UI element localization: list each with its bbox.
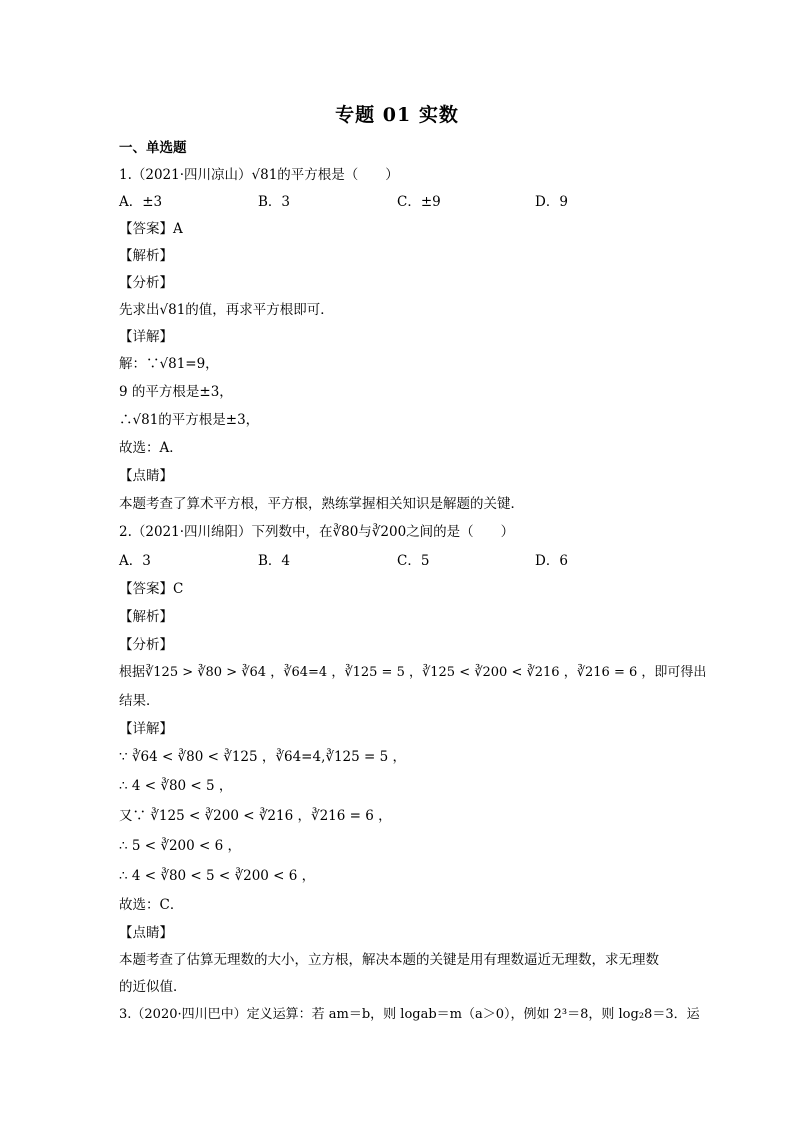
section-heading: 一、单选题: [119, 140, 187, 156]
q2-answer: 【答案】C: [119, 581, 184, 597]
q2-jiexi-label: 【解析】: [119, 609, 173, 625]
q2-step-6: 故选：C．: [119, 897, 184, 913]
q1-answer: 【答案】A: [119, 221, 183, 237]
q2-step-1: ∵ ∛64 < ∛80 < ∛125 ，∛64=4,∛125 = 5 ，: [119, 749, 407, 765]
q2-xiangjie-label: 【详解】: [119, 721, 173, 737]
q1-xiangjie-label: 【详解】: [119, 329, 173, 345]
q2-step-5: ∴ 4 < ∛80 < 5 < ∛200 < 6 ，: [119, 868, 316, 884]
q2-option-d: D．6: [535, 553, 568, 569]
q2-step-3: 又∵ ∛125 < ∛200 < ∛216 ，∛216 = 6 ，: [119, 808, 392, 824]
q1-option-c: C．±9: [397, 194, 441, 210]
q2-comment-line-2: 的近似值．: [119, 979, 187, 995]
q3-stem: 3.（2020·四川巴中）定义运算：若 am＝b，则 logab＝m（a＞0），例如 2³＝8，则 log₂8＝3．运: [119, 1007, 700, 1022]
q2-option-b: B．4: [258, 553, 291, 569]
q2-fenxi-label: 【分析】: [119, 637, 173, 653]
q1-comment: 本题考查了算术平方根，平方根，熟练掌握相关知识是解题的关键．: [119, 496, 524, 512]
q1-option-b: B．3: [258, 194, 291, 210]
q2-comment-line-1: 本题考查了估算无理数的大小，立方根，解决本题的关键是用有理数逼近无理数，求无理数: [119, 952, 659, 968]
q2-step-4: ∴ 5 < ∛200 < 6 ，: [119, 838, 242, 854]
q2-stem: 2.（2021·四川绵阳）下列数中，在∛80与∛200之间的是（ ）: [119, 524, 515, 540]
q2-option-a: A．3: [119, 553, 151, 569]
q1-option-a: A．±3: [119, 194, 163, 210]
q1-dianjing-label: 【点睛】: [119, 468, 173, 484]
q1-jiexi-label: 【解析】: [119, 248, 173, 264]
page-title: 专题 01 实数: [335, 104, 459, 126]
q1-fenxi-label: 【分析】: [119, 275, 173, 291]
q2-dianjing-label: 【点睛】: [119, 925, 173, 941]
q1-step-2: 9 的平方根是±3，: [119, 384, 233, 400]
q2-analysis-line-1: 根据∛125 > ∛80 > ∛64 ，∛64=4 ，∛125 = 5 ，∛125 < ∛200 < ∛216 ，∛216 = 6 ，即可得出: [119, 665, 707, 680]
q2-analysis-line-2: 结果．: [119, 693, 160, 709]
q1-option-d: D．9: [535, 194, 568, 210]
q2-option-c: C．5: [397, 553, 430, 569]
q1-analysis: 先求出√81的值，再求平方根即可．: [119, 302, 334, 318]
q1-stem: 1.（2021·四川凉山）√81的平方根是（ ）: [119, 167, 399, 183]
q1-step-3: ∴√81的平方根是±3，: [119, 412, 260, 428]
q1-step-1: 解：∵√81=9，: [119, 356, 219, 372]
q2-step-2: ∴ 4 < ∛80 < 5 ，: [119, 778, 233, 794]
q1-step-4: 故选：A．: [119, 440, 183, 456]
